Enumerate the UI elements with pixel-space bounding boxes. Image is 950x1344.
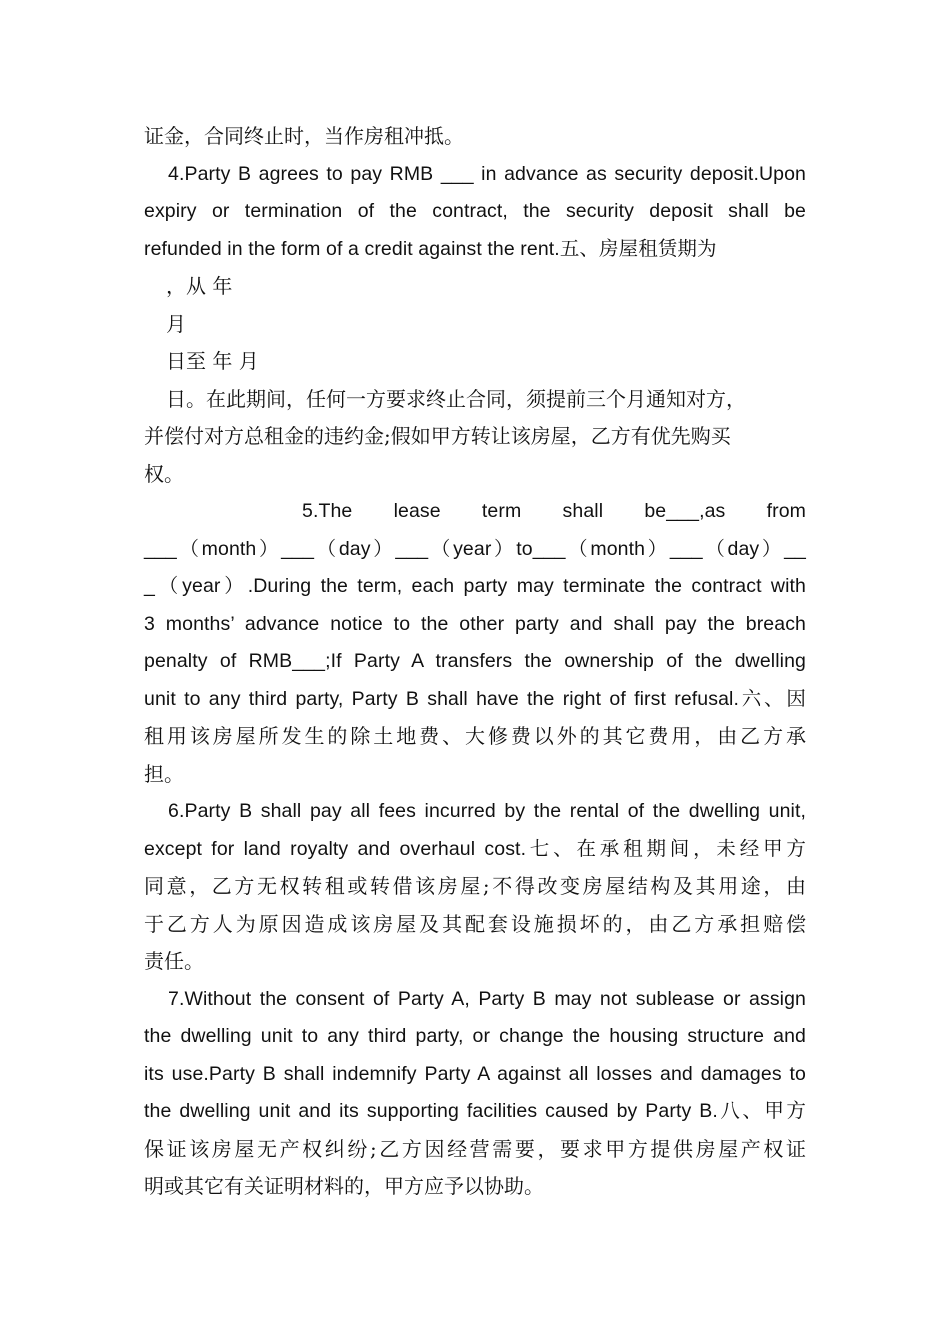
text-line: 于乙方人为原因造成该房屋及其配套设施损坏的，由乙方承担赔偿 bbox=[144, 911, 806, 936]
text-line: penalty of RMB___;If Party A transfers the ownership of the dwelling bbox=[144, 650, 806, 672]
text-line: except for land royalty and overhaul cost.七、在承租期间，未经甲方 bbox=[144, 837, 806, 860]
text-line: 日。在此期间，任何一方要求终止合同，须提前三个月通知对方， bbox=[166, 386, 746, 411]
text-line: 4.Party B agrees to pay RMB ___ in advance as security deposit.Upon bbox=[168, 162, 806, 185]
text-line: 证金，合同终止时，当作房租冲抵。 bbox=[144, 124, 464, 148]
text-line: 7.Without the consent of Party A, Party B may not sublease or assign bbox=[168, 987, 806, 1010]
text-line: 责任。 bbox=[144, 949, 204, 973]
text-line: ，从 年 bbox=[166, 274, 233, 298]
text-line: 5.The lease term shall be___,as from bbox=[302, 500, 806, 522]
text-line: 并偿付对方总租金的违约金;假如甲方转让该房屋，乙方有优先购买 bbox=[144, 424, 731, 448]
text-line: 租用该房屋所发生的除土地费、大修费以外的其它费用，由乙方承 bbox=[144, 724, 806, 748]
text-line: 担。 bbox=[144, 761, 184, 786]
text-line: ___（month）___（day）___（year）to___（month）___（day）__ bbox=[144, 537, 806, 560]
text-line: 明或其它有关证明材料的，甲方应予以协助。 bbox=[144, 1174, 544, 1198]
text-line: its use.Party B shall indemnify Party A against all losses and damages to bbox=[144, 1062, 806, 1085]
document-body bbox=[144, 118, 806, 1206]
text-line: refunded in the form of a credit against the rent.五、房屋租赁期为 bbox=[144, 237, 717, 260]
text-line: _（year）.During the term, each party may terminate the contract with bbox=[144, 575, 806, 597]
text-line: the dwelling unit to any third party, or change the housing structure and bbox=[144, 1025, 806, 1047]
text-line: expiry or termination of the contract, the security deposit shall be bbox=[144, 200, 806, 222]
text-line: unit to any third party, Party B shall have the right of first refusal.六、因 bbox=[144, 687, 806, 710]
text-line: 同意，乙方无权转租或转借该房屋;不得改变房屋结构及其用途，由 bbox=[144, 874, 806, 898]
text-line: 月 bbox=[166, 311, 186, 336]
text-line: 权。 bbox=[144, 461, 184, 486]
text-line: 6.Party B shall pay all fees incurred by the rental of the dwelling unit, bbox=[168, 800, 806, 822]
text-line: 日至 年 月 bbox=[166, 349, 259, 373]
text-line: 保证该房屋无产权纠纷;乙方因经营需要，要求甲方提供房屋产权证 bbox=[144, 1136, 806, 1161]
text-line: the dwelling unit and its supporting facilities caused by Party B.八、甲方 bbox=[144, 1100, 806, 1122]
text-line: 3 months’ advance notice to the other party and shall pay the breach bbox=[144, 612, 806, 635]
